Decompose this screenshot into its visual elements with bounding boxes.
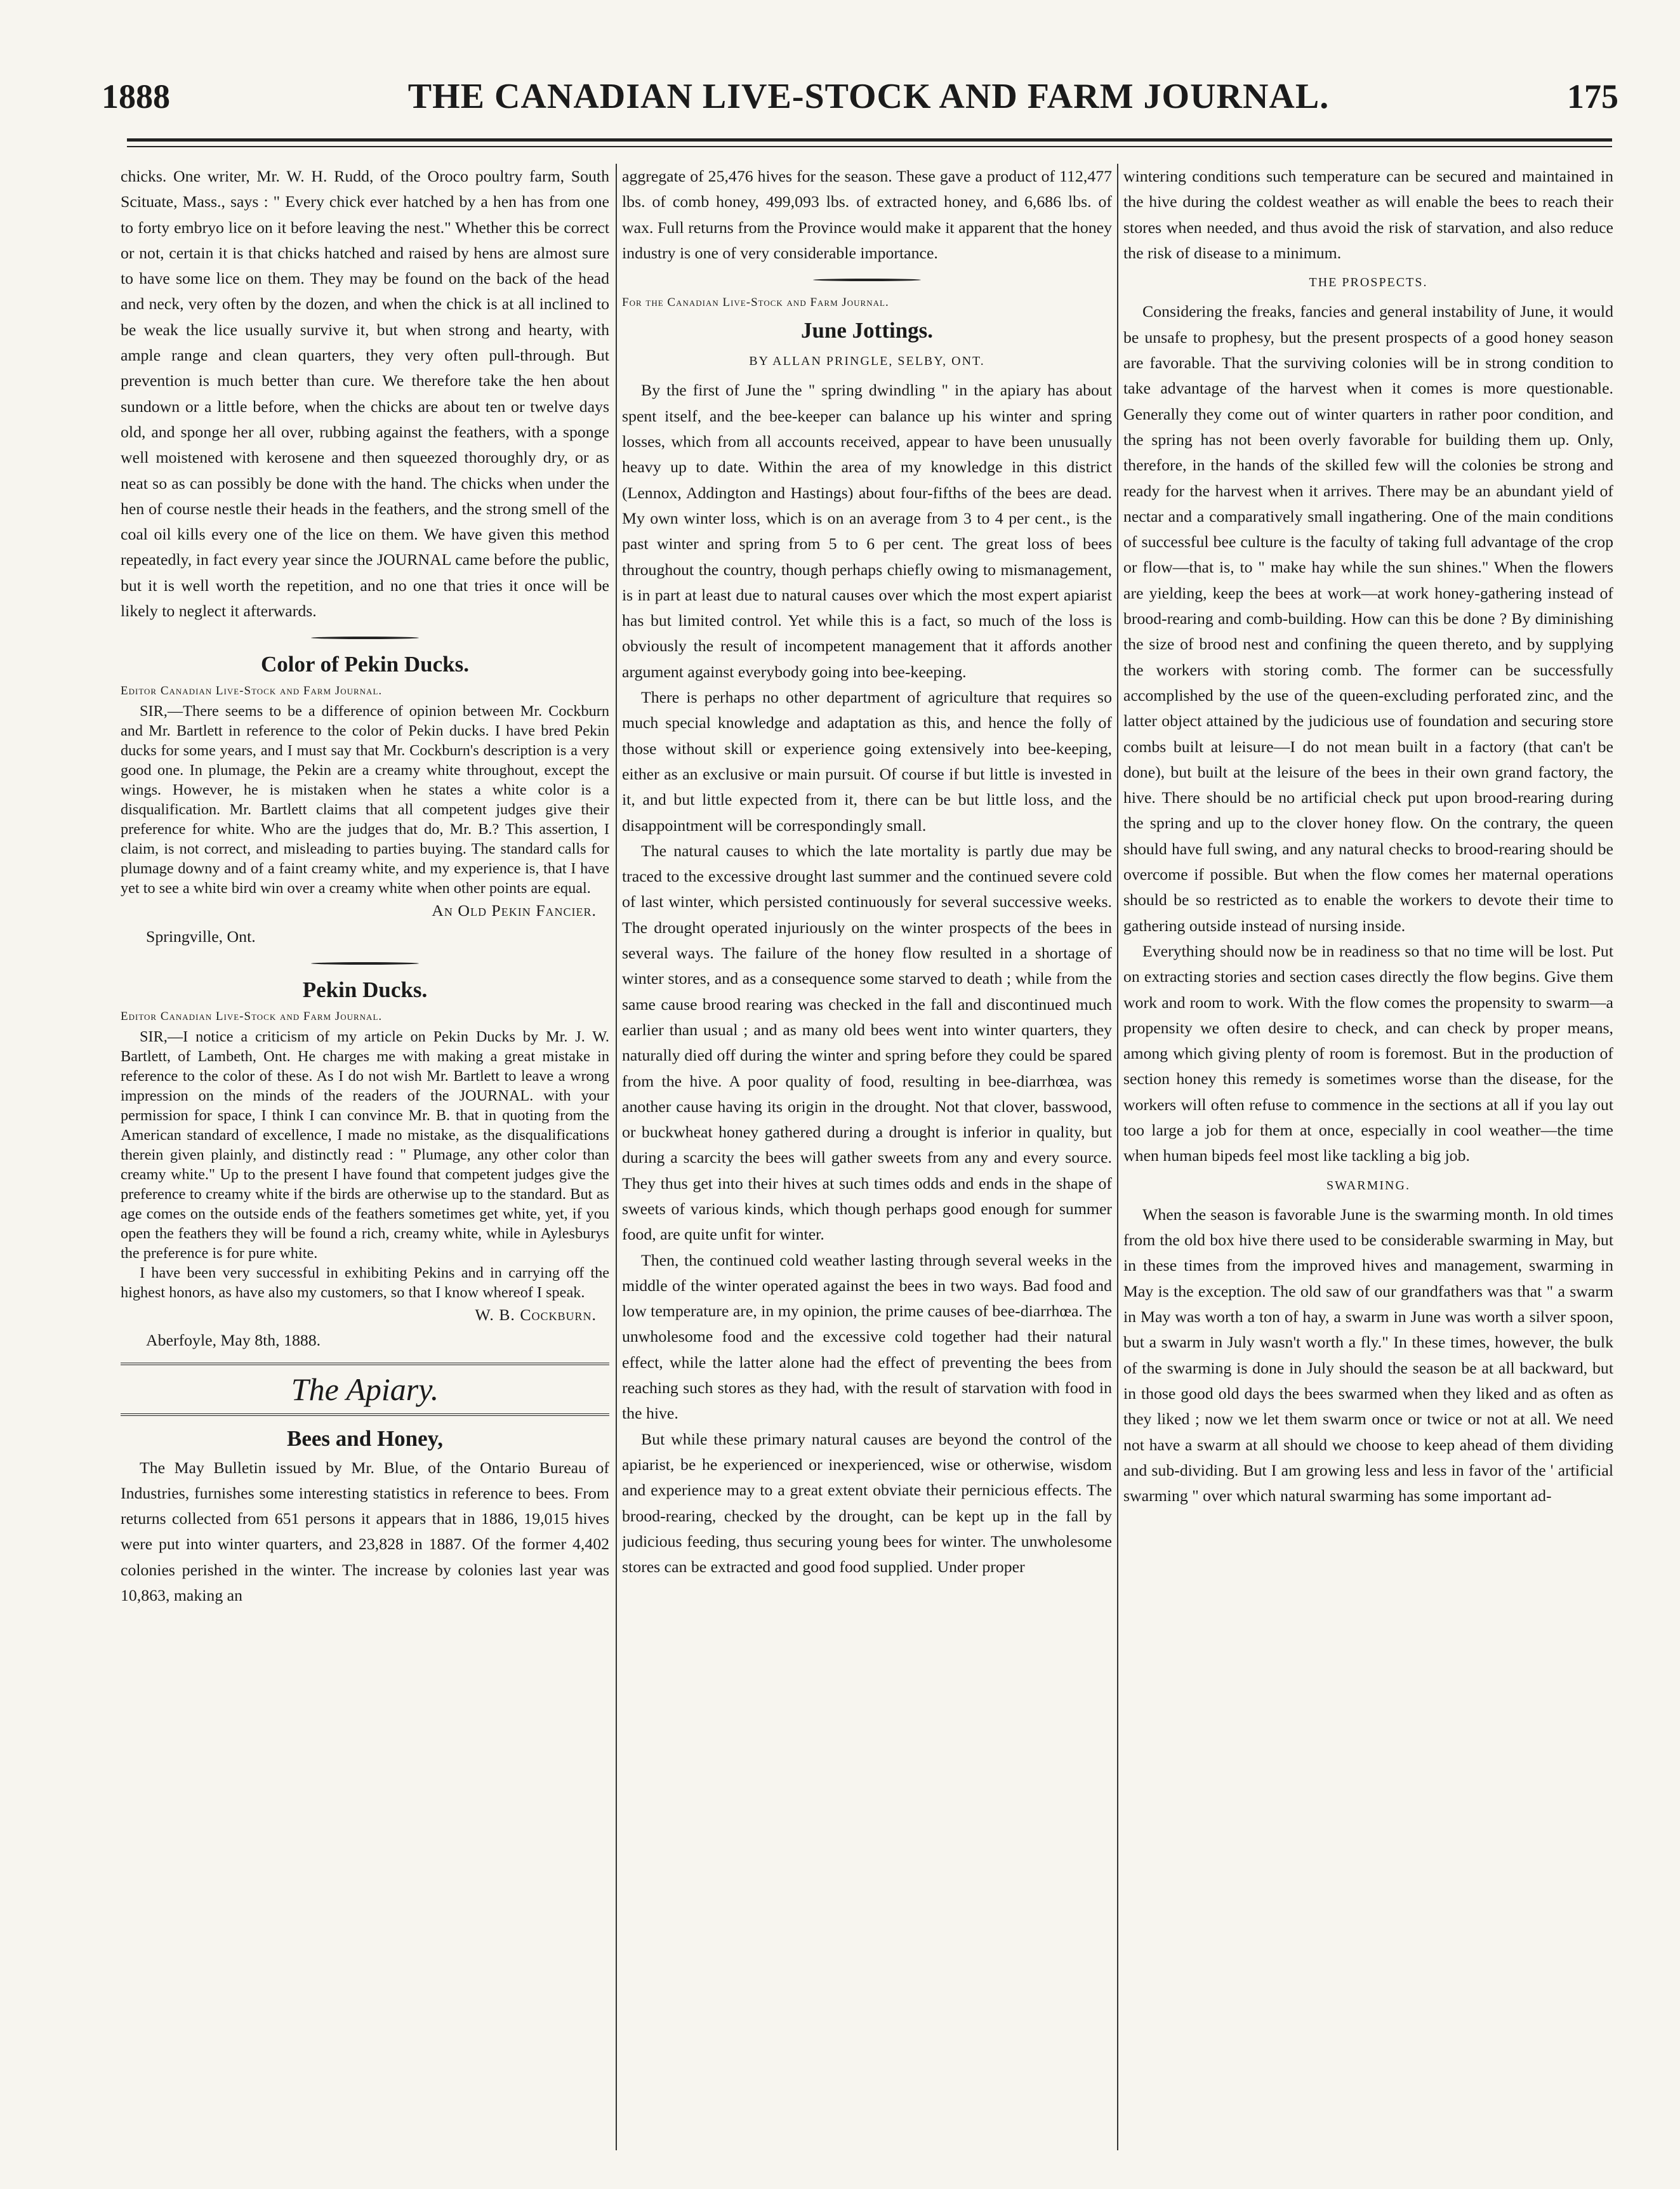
paragraph: wintering conditions such temperature can be secured and maintained in the hive during the coldest weather as will enable the bees to reach their stores when needed, and thus avoid the risk of starvation, and also reduce the risk of disease to a minimum. bbox=[1123, 167, 1613, 262]
paragraph: The natural causes to which the late mortality is partly due may be traced to the excessive drought last summer and the continued severe cold of last winter, which persisted continuously for several successive weeks. The drought operated injuriously on the winter prospects of the bees in several ways. The failure of the honey flow resulted in a shortage of winter stores, and as a consequence some starved to death ; while from the same cause brood rearing was checked in the fall and discontinued much earlier than usual ; and as many old bees went into winter quarters, they naturally died off during the winter and spring before they could be spared from the hive. A poor quality of food, resulting in bee-diarrhœa, was another cause having its origin in the drought. Not that clover, basswood, or buckwheat honey gathered during a drought is inferior in quality, but during a scarcity the bees will gather sweets from any and every source. They thus get into their hives at such times odds and ends in the shape of sweets of various kinds, which though perhaps good enough for summer food, are quite unfit for winter. bbox=[622, 841, 1112, 1244]
column-2 bbox=[622, 164, 1112, 2150]
article-title-color-of-pekin-ducks: Color of Pekin Ducks. bbox=[261, 652, 469, 677]
subheading-swarming: SWARMING. bbox=[1326, 1178, 1410, 1193]
letter-date: Aberfoyle, May 8th, 1888. bbox=[146, 1331, 321, 1350]
paragraph: The May Bulletin issued by Mr. Blue, of the Ontario Bureau of Industries, furnishes some interesting statistics in reference to bees. From returns collected from 651 persons it appears that in 1886, 19,015 hives were put into winter quarters, and 23,828 in 1887. Of the former 4,402 colonies perished in the winter. The increase by colonies last year was 10,863, making an bbox=[121, 1458, 609, 1605]
column-divider bbox=[616, 164, 617, 2150]
column-divider bbox=[1117, 164, 1118, 2150]
section-divider bbox=[311, 962, 419, 965]
paragraph: Everything should now be in readiness so that no time will be lost. Put on extracting stories and section cases directly the flow begins. Give them work and room to work. With the flow comes the propensity to swarm—a propensity we often desire to check, and can check by proper means, among which giving plenty of room is foremost. But in the production of section honey this remedy is sometimes worse than the disease, for the workers will often refuse to commence in the sections at all if you lay out too large a job for them at once, especially in cool weather—the time when human bipeds feel most like tackling a big job. bbox=[1123, 941, 1613, 1165]
paragraph: aggregate of 25,476 hives for the season. These gave a product of 112,477 lbs. of comb honey, 499,093 lbs. of extracted honey, and 6,686 lbs. of wax. Full returns from the Province would make it apparent that the honey industry is one of very considerable importance. bbox=[622, 167, 1112, 262]
editor-line: Editor Canadian Live-Stock and Farm Journal. bbox=[121, 1009, 383, 1023]
letter-body: SIR,—I notice a criticism of my article on Pekin Ducks by Mr. J. W. Bartlett, of Lambeth, Ont. He charges me with making a great mistake in reference to the color of these. As I do not wish Mr. Bartlett to leave a wrong impression on the minds of the readers of the JOURNAL. with your permission for space, I think I can convince Mr. B. that in quoting from the American standard of excellence, I made no mistake, as the disqualifications therein given plainly, and distinctly read : " Plumage, any other color than creamy white." Up to the present I have found that competent judges give the preference to creamy white if the birds are otherwise up to the standard. But as age comes on the outside ends of the feathers sometimes get white, yet, if you open the feathers they will be found a rich, creamy white, while in Aylesburys the preference is for pure white. bbox=[121, 1028, 609, 1262]
paragraph: But while these primary natural causes are beyond the control of the apiarist, be he experienced or inexperienced, wise or otherwise, wisdom and experience may to a great extent obviate their pernicious effects. The brood-rearing, checked by the drought, can be kept up in the fall by judicious feeding, thus securing young bees for winter. The unwholesome stores can be extracted and good food supplied. Under proper bbox=[622, 1429, 1112, 1577]
page-header bbox=[102, 76, 1618, 133]
paragraph: When the season is favorable June is the swarming month. In old times from the old box hive there used to be considerable swarming in May, but in these times from the improved hives and management, swarming in May is the exception. The old saw of our grandfathers was that " a swarm in May was worth a ton of hay, a swarm in June was worth a silver spoon, but a swarm in July wasn't worth a fly." In these times, however, the bulk of the swarming is done in July should the season be at all backward, but in those good old days the bees swarmed when they liked and as often as they liked ; now we let them swarm once or twice or not at all. We need not have a swarm at all should we choose to keep ahead of them dividing and sub-dividing. But I am growing less and less in favor of the ' artificial swarming " over which natural swarming has some important ad- bbox=[1123, 1205, 1613, 1505]
article-title-pekin-ducks: Pekin Ducks. bbox=[302, 977, 428, 1002]
header-rule-thin bbox=[127, 146, 1612, 147]
editor-line: For the Canadian Live-Stock and Farm Journal. bbox=[622, 296, 889, 310]
letter-signature: An Old Pekin Fancier. bbox=[432, 901, 597, 920]
letter-place: Springville, Ont. bbox=[146, 927, 256, 946]
paragraph: There is perhaps no other department of agriculture that requires so much special knowledge and adaptation as this, and hence the folly of those without skill or experience going extensively into bee-keeping, either as an exclusive or main pursuit. Of course if but little is invested in it, and but little expected from it, there can be but little loss, and the disappointment will be correspondingly small. bbox=[622, 688, 1112, 835]
header-page-number: 175 bbox=[1566, 77, 1618, 116]
header-title: THE CANADIAN LIVE-STOCK AND FARM JOURNAL. bbox=[407, 77, 1330, 116]
column-1 bbox=[121, 164, 609, 2150]
section-divider bbox=[813, 279, 921, 281]
header-rule-thick bbox=[127, 138, 1612, 142]
section-divider bbox=[311, 637, 419, 639]
paragraph: By the first of June the " spring dwindling " in the apiary has about spent itself, and the bee-keeper can balance up his winter and spring losses, which from all accounts received, appear to have been unusually heavy up to date. Within the area of my knowledge in this district (Lennox, Addington and Hastings) about four-fifths of the bees are dead. My own winter loss, which is on an average from 3 to 4 per cent., is the past winter and spring from 5 to 6 per cent. The great loss of bees throughout the country, though perhaps chiefly owing to mismanagement, is in part at least due to natural causes over which the most expert apiarist has but limited control. Yet while this is a fact, so much of the loss is obviously the result of incompetent management that it affords another argument against everybody going into bee-keeping. bbox=[622, 381, 1112, 681]
paragraph: Then, the continued cold weather lasting through several weeks in the middle of the winter operated against the bees in two ways. Bad food and low temperature are, in my opinion, the prime causes of bee-diarrhœa. The unwholesome food and the excessive cold together had their natural effect, while the latter alone had the effect of preventing the bees from reaching such stores as they had, with the result of starvation with food in the hive. bbox=[622, 1250, 1112, 1423]
header-year: 1888 bbox=[102, 77, 170, 116]
paragraph: Considering the freaks, fancies and general instability of June, it would be unsafe to prophesy, but the present prospects of a good honey season are favorable. That the surviving colonies will be in strong condition to take advantage of the harvest when it comes is more questionable. Generally they come out of winter quarters in rather poor condition, and the spring has not been overly favorable for building them up. Only, therefore, in the hands of the skilled few will the colonies be strong and ready for the harvest when it arrives. There may be an abundant yield of nectar and a comparatively small ingathering. One of the main conditions of successful bee culture is the faculty of taking full advantage of the crop or flow—that is, to " make hay while the sun shines." When the flowers are yielding, keep the bees at work—at work honey-gathering instead of brood-rearing and comb-building. How can this be done ? By diminishing the size of brood nest and confining the queen thereto, and by supplying the workers with storing comb. The former can be successfully accomplished by the use of the queen-excluding perforated zinc, and the latter object attained by the judicious use of foundation and securing store combs built at leisure—I do not mean built in a factory (that can't be done), but built at the leisure of the bees in their own grand factory, the hive. There should be no artificial check put upon brood-rearing during the spring and up to the clover honey flow. On the contrary, the queen should have full swing, and any natural checks to brood-rearing should be overcome if possible. But when the flow comes her maternal operations should be so restricted as to enable the workers to devote their time to gathering outside instead of nursing inside. bbox=[1123, 302, 1613, 935]
column-3 bbox=[1123, 164, 1613, 2150]
editor-line: Editor Canadian Live-Stock and Farm Journal. bbox=[121, 684, 383, 698]
subheading-the-prospects: THE PROSPECTS. bbox=[1309, 275, 1428, 290]
paragraph: chicks. One writer, Mr. W. H. Rudd, of the Oroco poultry farm, South Scituate, Mass., says : " Every chick ever hatched by a hen has from one to forty embryo lice on it before leaving the nest." Whether this be correct or not, certain it is that chicks hatched and raised by hens are almost sure to have some lice on them. They may be found on the back of the head and neck, very often by the dozen, and when the chick is at all inclined to be weak the lice usually survive it, but when strong and hearty, with ample range and clean quarters, they very often pull-through. But prevention is much better than cure. We therefore take the hen about sundown or a little before, when the chicks are about ten or twelve days old, and sponge her all over, rubbing against the feathers, with a sponge well moistened with kerosene and then squeezed thoroughly dry, or as neat so as can possibly be done with the hand. The chicks when under the hen of course nestle their heads in the feathers, and the strong smell of the coal oil kills every one of the lice on them. We have given this method repeatedly, in fact every year since the JOURNAL came before the public, but it is well worth the repetition, and no one that tries it once will be likely to neglect it afterwards. bbox=[121, 167, 609, 621]
letter-body: SIR,—There seems to be a difference of opinion between Mr. Cockburn and Mr. Bartlett in reference to the color of Pekin ducks. I have bred Pekin ducks for some years, and I must say that Mr. Cockburn's description is a very good one. In plumage, the Pekin are a creamy white throughout, except the wings. However, he is mistaken when he states a white color is a disqualification. Mr. Bartlett claims that all competent judges give their preference for white. Who are the judges that do, Mr. B.? This assertion, I claim, is not correct, and misleading to parties buying. The standard calls for plumage downy and of a faint creamy white, and my experience is, that I have yet to see a white bird win over a creamy white when other points are equal. bbox=[121, 703, 609, 897]
article-title-june-jottings: June Jottings. bbox=[800, 318, 934, 343]
article-title-bees-and-honey: Bees and Honey, bbox=[286, 1425, 443, 1451]
letter-body: I have been very successful in exhibiting Pekins and in carrying off the highest honors, as have also my customers, so that I know whereof I speak. bbox=[121, 1264, 609, 1301]
byline: BY ALLAN PRINGLE, SELBY, ONT. bbox=[749, 354, 985, 369]
letter-signature: W. B. Cockburn. bbox=[475, 1305, 597, 1324]
section-banner-apiary: The Apiary. bbox=[121, 1363, 609, 1416]
